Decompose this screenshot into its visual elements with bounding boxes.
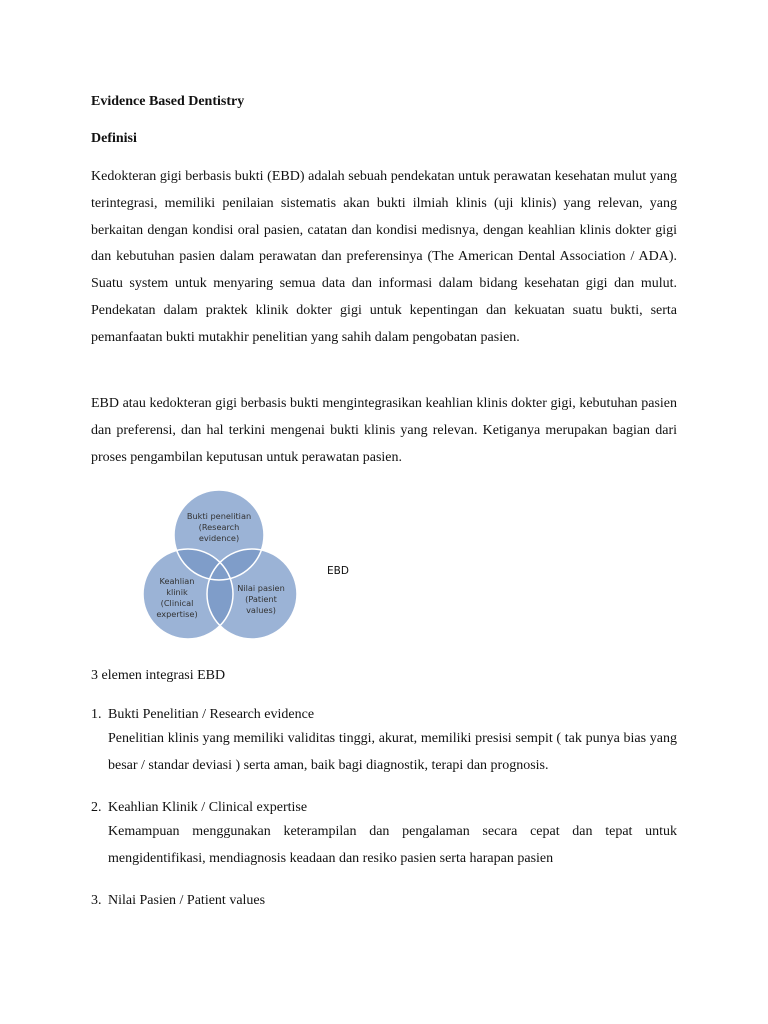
list-item-title: Keahlian Klinik / Clinical expertise xyxy=(108,800,308,815)
clinical-label-line1: Keahlian xyxy=(159,576,195,586)
list-item-description: Penelitian klinis yang memiliki validitas tinggi, akurat, memiliki presisi sempit ( tak punya bias yang besar / standar deviasi ) serta aman, baik bagi diagnostik, terapi dan prognosis. xyxy=(108,731,677,773)
venn-diagram xyxy=(140,488,310,648)
research-label-line2: (Research xyxy=(198,522,240,532)
list-item-title: Bukti Penelitian / Research evidence xyxy=(108,707,315,722)
research-label-line1: Bukti penelitian xyxy=(186,511,252,521)
research-label-line3: evidence) xyxy=(198,533,240,543)
clinical-label-line3: (Clinical xyxy=(160,598,194,608)
list-intro: 3 elemen integrasi EBD xyxy=(91,668,226,683)
patient-label-line3: values) xyxy=(246,605,276,615)
clinical-label-line4: expertise) xyxy=(156,609,198,619)
ebd-label: EBD xyxy=(327,565,349,577)
integration-paragraph: EBD atau kedokteran gigi berbasis bukti mengintegrasikan keahlian klinis dokter gigi, kebutuhan pasien dan preferensi, dan hal terkini mengenai bukti klinis yang relevan. Ketiganya merupakan bagian dari proses pengambilan keputusan untuk perawatan pasien. xyxy=(91,396,677,465)
list-item-description: Kemampuan menggunakan keterampilan dan pengalaman secara cepat dan tepat untuk mengidentifikasi, mendiagnosis keadaan dan resiko pasien serta harapan pasien xyxy=(108,824,677,866)
document-title: Evidence Based Dentistry xyxy=(91,94,245,109)
clinical-label-line2: klinik xyxy=(166,587,188,597)
patient-label-line2: (Patient xyxy=(245,594,277,604)
list-item-title: Nilai Pasien / Patient values xyxy=(108,893,266,908)
list-number: 3. xyxy=(91,893,102,908)
definition-paragraph: Kedokteran gigi berbasis bukti (EBD) adalah sebuah pendekatan untuk perawatan kesehatan mulut yang terintegrasi, memiliki penilaian sistematis akan bukti ilmiah klinis (uji klinis) yang relevan, yang berkaitan dengan kondisi oral pasien, catatan dan kondisi medisnya, dengan keahlian klinis dokter gigi dan kebutuhan pasien dalam perawatan dan preferensinya (The American Dental Association / ADA). Suatu system untuk menyaring semua data dan informasi dalam bidang kesehatan gigi dan mulut. Pendekatan dalam praktek klinik dokter gigi untuk kepentingan dan kekuatan suatu bukti, serta pemanfaatan bukti mutakhir penelitian yang sahih dalam pengobatan pasien. xyxy=(91,169,677,345)
list-number: 2. xyxy=(91,800,102,815)
section-heading: Definisi xyxy=(91,131,137,146)
patient-label-line1: Nilai pasien xyxy=(237,583,285,593)
list-number: 1. xyxy=(91,707,102,722)
